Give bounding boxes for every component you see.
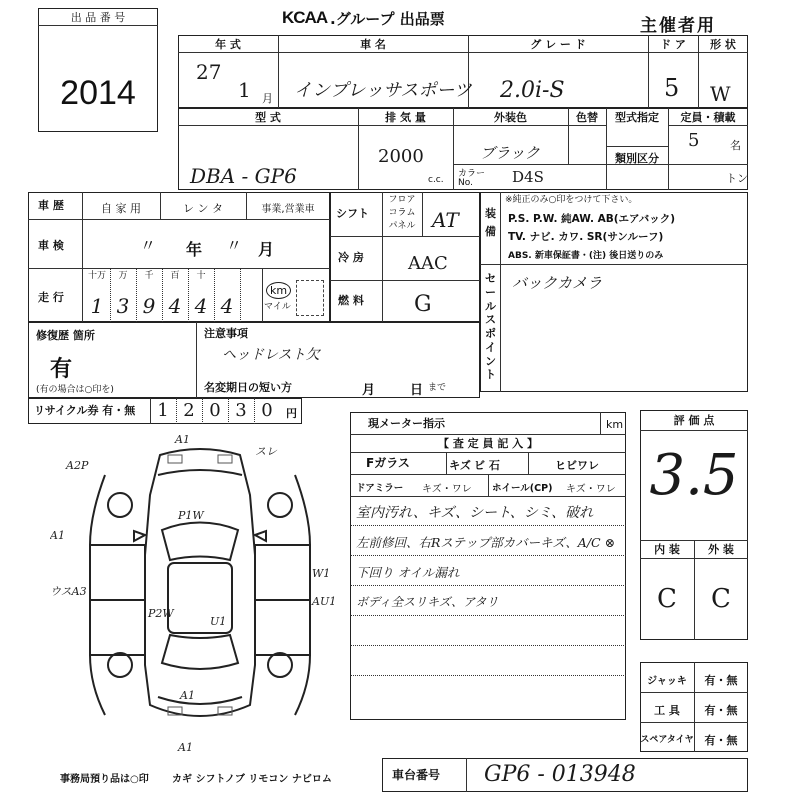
equipment-line-2: TV. ナビ. カワ. SR(サンルーフ)	[508, 231, 664, 243]
damage-mark: ウスA3	[50, 585, 87, 598]
doors-label: ド ア	[660, 38, 686, 51]
repair-history-label: 修復歴 箇所	[36, 329, 95, 342]
mileage-digit: 4	[168, 294, 182, 318]
displacement-value: 2000	[378, 146, 424, 167]
tools-value: 有・無	[704, 704, 738, 717]
notes-header: 【 査 定 員 記 入 】	[438, 437, 538, 450]
capacity-unit: 名	[730, 139, 741, 152]
cc-unit: c.c.	[428, 175, 444, 185]
ac-value: AAC	[408, 253, 448, 274]
car-damage-diagram	[50, 435, 350, 755]
spare-tire-value: 有・無	[704, 734, 738, 747]
type-designation-label: 型式指定	[615, 111, 659, 124]
inspector-note-line: ボディ全スリキズ、アタリ	[356, 595, 499, 609]
glass-label: Fガラス	[366, 456, 410, 470]
equipment-line-1: P.S. P.W. 純AW. AB(エアバック)	[508, 213, 676, 225]
wheel-opts: キズ・ワレ	[566, 484, 616, 495]
damage-mark: スレ	[255, 445, 277, 458]
interior-value: C	[657, 584, 677, 614]
lot-number-value: 2014	[60, 74, 136, 112]
lot-number-box	[38, 8, 158, 132]
category-label: 類別区分	[615, 152, 659, 165]
deadline-label: 名変期日の短い方	[204, 381, 292, 394]
caution-label: 注意事項	[204, 327, 248, 340]
shift-column: コラム	[388, 208, 416, 218]
inspection-month-mark: 〃	[226, 236, 243, 255]
mileage-extra-box	[296, 280, 324, 316]
jack-value: 有・無	[704, 674, 738, 687]
sheet-title: .グループ 出品票	[330, 10, 445, 28]
mileage-label: 走 行	[38, 291, 64, 304]
meter-label: 現メーター指示	[368, 417, 445, 430]
km-unit: km	[266, 282, 291, 299]
digit-header-10: 十	[196, 271, 206, 281]
history-label: 車 歴	[38, 199, 64, 212]
digit-header-100k: 十万	[87, 271, 106, 281]
meter-unit: km	[606, 418, 624, 431]
recycle-label: リサイクル券 有・無	[34, 404, 136, 417]
glass-opt-crack: ヒビワレ	[555, 459, 599, 472]
history-option-rental: レ ン タ	[183, 202, 223, 215]
model-label: 型 式	[255, 111, 281, 124]
shift-label: シフト	[336, 207, 369, 220]
color-no-label: カラー No.	[458, 169, 486, 188]
inspector-note-line: 左前修回、右Rステップ部カバーキズ、A/C ⊗	[356, 535, 616, 550]
recycle-digit: 0	[261, 400, 273, 421]
exterior-value: C	[711, 584, 731, 614]
mirror-label: ドアミラー	[356, 483, 404, 494]
mileage-digit: 3	[116, 294, 130, 318]
inspection-month-unit: 月	[258, 240, 275, 259]
wheel-label: ホイール(CP)	[492, 483, 553, 494]
brand-logo: KCAA	[282, 8, 328, 27]
spare-tire-label: スペアタイヤ	[640, 735, 694, 745]
ac-label: 冷 房	[338, 251, 364, 264]
organizer-label: 主催者用	[640, 16, 716, 36]
damage-mark: P1W	[178, 509, 204, 522]
doors-value: 5	[664, 74, 680, 102]
shape-value: W	[710, 82, 731, 106]
damage-mark: AU1	[312, 595, 337, 608]
chassis-label: 車台番号	[392, 768, 441, 782]
model-value: DBA - GP6	[190, 164, 297, 188]
month-unit: 月	[262, 92, 273, 105]
inspector-note-line: 下回り オイル漏れ	[356, 565, 460, 580]
chassis-value: GP6 - 013948	[484, 762, 636, 787]
mileage-digit: 4	[220, 294, 234, 318]
damage-mark: A1	[175, 435, 190, 446]
score-label: 評 価 点	[673, 414, 715, 427]
history-option-business: 事業,営業車	[261, 204, 315, 215]
shift-value: AT	[432, 208, 459, 232]
color-no-value: D4S	[512, 168, 544, 186]
damage-mark: A1	[178, 741, 193, 754]
car-name-label: 車 名	[360, 38, 386, 51]
jack-label: ジャッキ	[647, 676, 687, 687]
displacement-label: 排 気 量	[385, 111, 426, 124]
damage-mark: A1	[50, 529, 65, 542]
sales-point-label: セールスポイント	[485, 272, 496, 382]
digit-header-1k: 千	[144, 271, 154, 281]
caution-value: ヘッドレスト欠	[222, 347, 320, 363]
office-note: 事務局預り品は○印	[60, 774, 149, 785]
shape-label: 形 状	[710, 38, 736, 51]
tools-label: 工 具	[654, 704, 680, 717]
car-name-value: インプレッサスポーツ	[294, 80, 472, 101]
glass-opt-chip: ビ 石	[474, 459, 500, 472]
damage-mark: A2P	[66, 459, 89, 472]
shift-panel: パネル	[388, 221, 416, 231]
month-value: 1	[238, 78, 251, 102]
lot-number-label: 出 品 番 号	[70, 11, 126, 24]
mileage-digit: 9	[142, 294, 156, 318]
score-value: 3.5	[649, 443, 739, 508]
interior-label: 内 装	[654, 543, 680, 556]
recycle-digit: 0	[209, 400, 221, 421]
history-option-private: 自 家 用	[101, 202, 141, 215]
exterior-color-label: 外装色	[494, 111, 527, 124]
inspection-label: 車 検	[38, 239, 64, 252]
repair-note: (有の場合は○印を)	[36, 385, 114, 395]
damage-mark: A1	[180, 689, 195, 702]
digit-header-100: 百	[170, 271, 180, 281]
mileage-digit: 4	[194, 294, 208, 318]
deadline-day: 日	[410, 383, 424, 398]
equipment-line-3: ABS. 新車保証書・(注) 後日送りのみ	[508, 251, 664, 261]
deadline-month: 月	[362, 383, 376, 398]
mirror-opts: キズ・ワレ	[422, 484, 472, 495]
damage-mark: P2W	[148, 607, 174, 620]
equipment-label: 装備	[485, 207, 496, 238]
exterior-label: 外 装	[708, 543, 734, 556]
grade-label: グ レ ー ド	[530, 38, 586, 51]
tonnage-unit: トン	[726, 172, 748, 185]
inspection-year-mark: 〃	[140, 236, 157, 255]
fuel-value: G	[414, 292, 432, 317]
inspector-note-line: 室内汚れ、キズ、シート、シミ、破れ	[356, 505, 594, 521]
recycle-digit: 3	[235, 400, 247, 421]
digit-header-10k: 万	[118, 271, 128, 281]
grade-value: 2.0i-S	[500, 78, 565, 103]
damage-mark: W1	[312, 567, 331, 580]
mile-unit: マイル	[264, 302, 291, 312]
equipment-note: ※純正のみ○印をつけて下さい。	[505, 195, 638, 205]
recycle-unit: 円	[286, 407, 297, 420]
key-items: カギ シフトノブ リモコン ナビロム	[172, 774, 332, 785]
color-change-label: 色替	[576, 111, 598, 124]
damage-mark: U1	[210, 615, 227, 628]
year-value: 27	[196, 60, 222, 84]
shift-floor: フロア	[388, 195, 416, 205]
recycle-digit: 2	[183, 400, 195, 421]
recycle-digit: 1	[157, 400, 169, 421]
exterior-color-value: ブラック	[480, 144, 540, 162]
year-label: 年 式	[215, 38, 241, 51]
deadline-suffix: まで	[428, 383, 447, 393]
sales-point-value: バックカメラ	[512, 274, 603, 292]
inspection-year-unit: 年	[186, 240, 203, 259]
fuel-label: 燃 料	[338, 294, 364, 307]
capacity-label: 定員・積載	[680, 111, 736, 124]
repair-history-value: 有	[50, 357, 73, 382]
capacity-value: 5	[688, 130, 700, 151]
mileage-digit: 1	[90, 294, 104, 318]
glass-opt-scratch: キズ	[449, 459, 471, 472]
